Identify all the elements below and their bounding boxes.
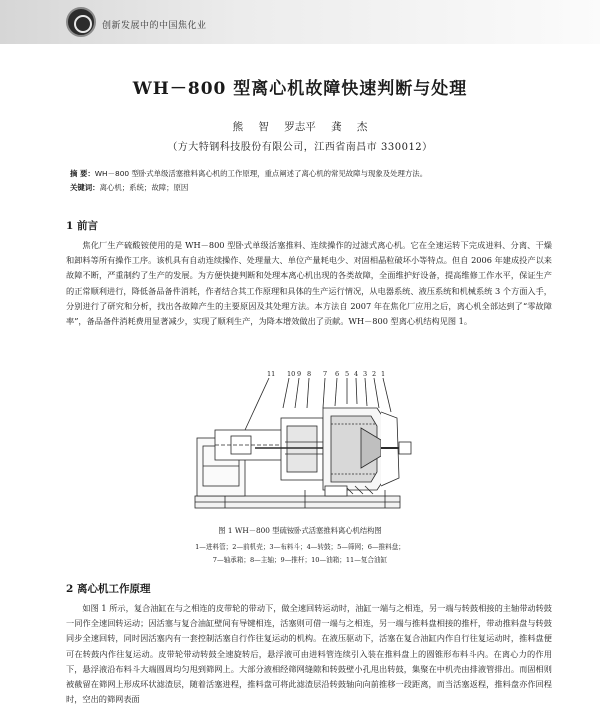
figure-callout-7: 7	[323, 370, 328, 378]
figure-callout-9: 9	[297, 370, 302, 378]
figure-1-caption: 图 1 WH－800 型硫铵卧式活塞推料离心机结构图	[218, 526, 382, 535]
abstract-line	[70, 167, 540, 181]
section-1-title: 1 前言	[66, 220, 98, 232]
keywords-line	[70, 181, 540, 195]
keywords-text: 离心机；系统；故障；原因	[99, 183, 189, 192]
figure-1-legend-line-1: 1—进料管；2—前机壳；3—布料斗；4—转鼓；5—筛网；6—推料盘；	[195, 543, 405, 551]
figure-callout-11: 11	[267, 370, 276, 378]
figure-callout-6: 6	[335, 370, 340, 378]
section-1-paragraph: 焦化厂生产硫酸铵使用的是 WH－800 型卧式单级活塞推料、连续操作的过滤式离心机。它在全速运转下完成进料、分离、干燥和卸料等所有操作工序。该机具有自动连续操作、处理量大、单位产量耗电少、对固相晶粒破坏小等特点。但自 2006 年建成投产以来故障不断，严重制约了生产的发展。为方便快捷判断和处理本离心机出现的各类故障，全面维护好设备，提高维修工作水平，保证生产的正常顺利进行，降低备品备件消耗，作者结合其工作原理和具体的生产运行情况，从电器系统、液压系统和机械系统 3 个方面入手，分别进行了研究和分析，找出各故障产生的主要原因及其处理方法。本方法自 2007 年在焦化厂应用之后，离心机全部达到了“零故障率”，备品备件消耗费用显著减少，实现了顺利生产，为降本增效做出了贡献。WH－800 型离心机结构见图 1。	[66, 240, 552, 327]
header-tagline: 创新发展中的中国焦化业	[102, 21, 207, 31]
figure-callout-10: 10	[287, 370, 296, 378]
page-header	[0, 0, 600, 44]
section-2-paragraph: 如图 1 所示，复合油缸在与之相连的皮带轮的带动下，做全速回转运动时，油缸一端与之相连，另一端与转鼓相接的主轴带动转鼓一同作全速回转运动；因活塞与复合油缸壁间有导键相连，活塞则可借一端与之相连，另一端与推料盘相接的推杆，带动推料盘与转鼓同步全速回转，同时因活塞内有一套控制活塞自行作往复运动的机构。在液压驱动下，活塞在复合油缸内作自行往复运动时，推料盘便可在转鼓内作往复运动。皮带轮带动转鼓全速旋转后，悬浮液可由进料管连续引入装在推料盘上的圆锥形布料斗内。在离心力的作用下，悬浮液沿布料斗大端圆周均匀甩到筛网上。大部分液相经筛网缝隙和转鼓壁小孔甩出转鼓，集聚在中机壳由排液管排出。而固相则被截留在筛网上形成环状滤渣层，随着活塞进程，推料盘可将此滤渣层沿转鼓轴向向前推移一段距离，而当活塞返程，推料盘亦作回程时，空出的筛网表面	[66, 603, 552, 705]
figure-callout-8: 8	[307, 370, 312, 378]
paper-affiliation: （方大特钢科技股份有限公司，江西省南昌市 330012）	[167, 142, 433, 153]
centrifuge-structure-figure	[185, 368, 415, 523]
paper-title: WH－800 型离心机故障快速判断与处理	[132, 79, 468, 99]
figure-callout-5: 5	[345, 370, 350, 378]
abstract-label: 摘 要：	[70, 169, 95, 178]
abstract-text: WH－800 型卧式单级活塞推料离心机的工作原理，重点阐述了离心机的常见故障与现象及处理方法。	[94, 169, 428, 178]
section-2-title: 2 离心机工作原理	[66, 583, 151, 595]
figure-callout-1: 1	[381, 370, 386, 378]
figure-callout-3: 3	[363, 370, 368, 378]
abstract-block	[70, 167, 540, 195]
paper-authors: 熊 智 罗志平 龚 杰	[232, 121, 368, 133]
figure-1-legend-line-2: 7—轴承箱；8—主轴；9—推杆；10—油箱；11—复合油缸	[212, 556, 388, 564]
journal-logo-icon	[66, 7, 96, 37]
keywords-label: 关键词：	[70, 183, 100, 192]
figure-callout-4: 4	[354, 370, 359, 378]
figure-callout-2: 2	[372, 370, 377, 378]
